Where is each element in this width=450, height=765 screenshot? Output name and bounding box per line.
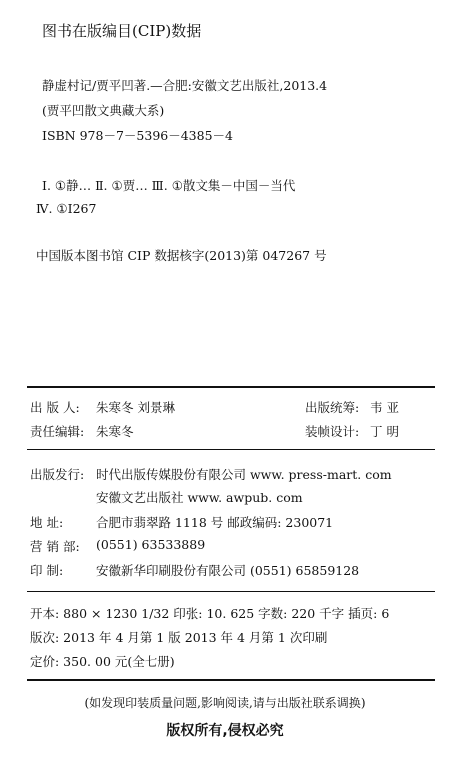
- quality-notice: (如发现印装质量问题,影响阅读,请与出版社联系调换): [84, 696, 366, 710]
- format-line: 开本: 880 × 1230 1/32 印张: 10. 625 字数: 220 千字 插页: 6: [30, 606, 390, 621]
- editor-value: 朱寒冬: [96, 424, 134, 439]
- classification-line-2: Ⅳ. ①I267: [36, 201, 97, 216]
- distributor-label: 出版发行:: [30, 467, 85, 482]
- isbn-line: ISBN 978－7－5396－4385－4: [42, 128, 233, 143]
- address-label: 地 址:: [30, 515, 64, 530]
- printer-value: 安徽新华印刷股份有限公司 (0551) 65859128: [96, 563, 360, 578]
- editor-label: 责任编辑:: [30, 424, 85, 439]
- address-value: 合肥市翡翠路 1118 号 邮政编码: 230071: [96, 515, 334, 530]
- publisher-house: 安徽文艺出版社 www. awpub. com: [96, 490, 303, 505]
- designer-label: 装帧设计:: [305, 424, 360, 439]
- printer-label: 印 制:: [30, 563, 64, 578]
- coordinator-label: 出版统筹:: [305, 400, 360, 415]
- divider-bottom: [27, 679, 435, 681]
- divider-top: [27, 386, 435, 388]
- cip-record-number: 中国版本图书馆 CIP 数据核字(2013)第 047267 号: [36, 248, 327, 263]
- sales-label: 营 销 部:: [30, 539, 80, 554]
- divider-lower: [27, 591, 435, 592]
- price-line: 定价: 350. 00 元(全七册): [30, 654, 175, 669]
- publisher-value: 朱寒冬 刘景琳: [96, 400, 175, 415]
- divider-middle: [27, 449, 435, 450]
- cip-series-line: (贾平凹散文典藏大系): [42, 103, 165, 118]
- designer-value: 丁 明: [370, 424, 399, 439]
- rights-notice: 版权所有,侵权必究: [166, 723, 284, 739]
- sales-value: (0551) 63533889: [96, 537, 206, 552]
- publisher-label: 出 版 人:: [30, 400, 80, 415]
- cip-heading: 图书在版编目(CIP)数据: [42, 22, 202, 40]
- coordinator-value: 韦 亚: [370, 400, 399, 415]
- edition-line: 版次: 2013 年 4 月第 1 版 2013 年 4 月第 1 次印刷: [30, 630, 328, 645]
- classification-line-1: Ⅰ. ①静… Ⅱ. ①贾… Ⅲ. ①散文集－中国－当代: [42, 178, 296, 193]
- distributor-value: 时代出版传媒股份有限公司 www. press-mart. com: [96, 467, 392, 482]
- cip-title-line: 静虚村记/贾平凹著.—合肥:安徽文艺出版社,2013.4: [42, 78, 328, 93]
